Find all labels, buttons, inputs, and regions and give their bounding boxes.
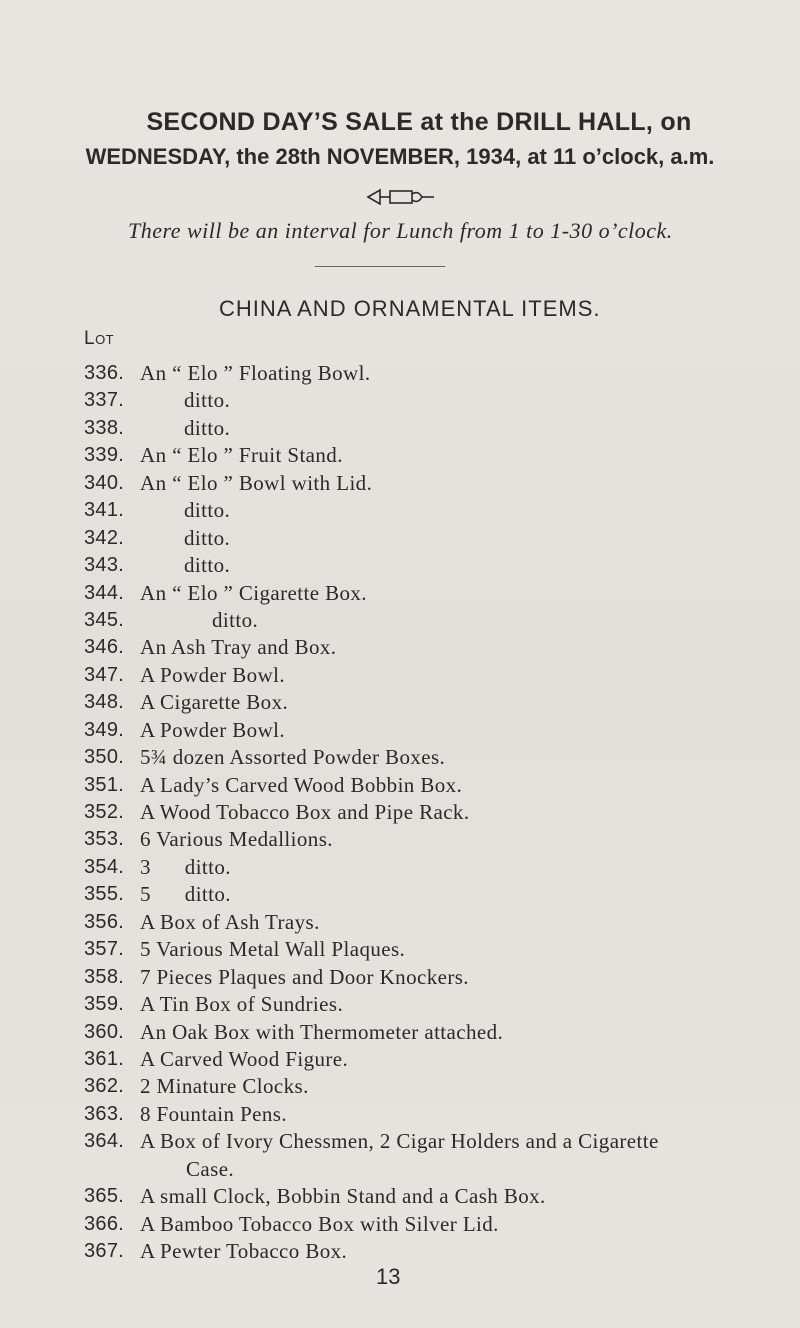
lot-number: 358. [84,965,125,988]
lot-row [0,991,800,1018]
lot-number: 359. [84,993,125,1016]
lot-description: 5 Various Metal Wall Plaques. [140,937,406,962]
lot-description: 5¾ dozen Assorted Powder Boxes. [140,745,446,770]
lot-description: 7 Pieces Plaques and Door Knockers. [140,964,469,989]
lot-row [0,1238,800,1265]
lot-number: 336. [84,362,125,384]
lot-description: A Box of Ivory Chessmen, 2 Cigar Holders and a Cigarette [140,1129,659,1154]
lot-number: 346. [84,636,125,659]
lot-row [0,387,800,414]
lot-number: 341. [84,499,125,522]
lot-row [0,1183,800,1210]
lot-number: 340. [84,471,125,494]
lot-description: 8 Fountain Pens. [140,1101,287,1126]
lot-number: 353. [84,828,125,851]
lot-row [0,909,800,936]
scroll-ornament-icon [366,188,436,206]
lot-row [0,854,800,881]
lot-row [0,662,800,689]
lot-description: An “ Elo ” Bowl with Lid. [140,470,373,495]
lot-row [0,634,800,661]
lot-number: 361. [84,1047,125,1070]
lot-description: An Oak Box with Thermometer attached. [140,1019,504,1044]
lot-description-continued: Case. [186,1156,235,1181]
lot-description: A Box of Ash Trays. [140,909,320,934]
lot-number: 344. [84,581,125,604]
lot-description: An “ Elo ” Floating Bowl. [140,361,371,385]
lot-row [0,964,800,991]
lot-description: A Lady’s Carved Wood Bobbin Box. [140,772,463,797]
lot-row [0,470,800,497]
lot-description: ditto. [184,415,231,440]
lot-number: 366. [84,1212,125,1235]
lot-description: ditto. [184,498,231,523]
lot-description: A Cigarette Box. [140,690,289,715]
lot-description: A Pewter Tobacco Box. [140,1239,348,1264]
lot-number: 348. [84,691,125,714]
lot-number: 365. [84,1185,125,1208]
lot-description: 2 Minature Clocks. [140,1074,309,1099]
lot-number: 367. [84,1240,125,1263]
lot-number: 363. [84,1102,125,1125]
lot-number: 338. [84,416,125,439]
lot-row [0,717,800,744]
lot-description: ditto. [184,388,231,413]
lot-row [0,525,800,552]
lot-number: 347. [84,663,125,686]
lot-number: 364. [84,1130,125,1153]
lot-description: A Bamboo Tobacco Box with Silver Lid. [140,1211,499,1236]
lot-row [0,442,800,469]
lot-description: ditto. [184,553,231,578]
lot-number: 357. [84,938,125,961]
lot-number: 349. [84,718,125,741]
lunch-interval-note: There will be an interval for Lunch from 1 to 1-30 o’clock. [128,218,673,243]
lot-number: 345. [84,608,125,631]
lot-description: 5 ditto. [140,882,231,907]
lot-description: A Powder Bowl. [140,662,286,687]
lot-column-heading: Lot [84,328,115,349]
lot-description: ditto. [212,607,259,632]
lot-number: 342. [84,526,125,549]
page-number: 13 [376,1264,401,1289]
divider-rule [315,266,445,267]
lot-row [0,826,800,853]
lot-number: 351. [84,773,125,796]
lot-row [0,1211,800,1238]
lot-row [0,607,800,634]
lot-number: 343. [84,554,125,577]
sale-date-line: WEDNESDAY, the 28th NOVEMBER, 1934, at 11 o’clock, a.m. [85,144,715,169]
lot-description: ditto. [184,525,231,550]
lot-description: 6 Various Medallions. [140,827,333,852]
lot-row [0,936,800,963]
lot-description: A Powder Bowl. [140,717,286,742]
lot-description: An “ Elo ” Cigarette Box. [140,580,367,605]
lot-row [0,1101,800,1128]
lot-row [0,1046,800,1073]
lot-number: 350. [84,746,125,769]
lot-row [0,1019,800,1046]
lot-number: 356. [84,910,125,933]
lot-row [0,580,800,607]
lot-number: 352. [84,801,125,823]
lot-row [0,744,800,771]
lot-row [0,772,800,799]
lot-number: 354. [84,855,125,878]
lot-row [0,415,800,442]
lot-description: A Tin Box of Sundries. [140,992,344,1017]
lot-number: 360. [84,1020,125,1043]
sale-heading: SECOND DAY’S SALE at the DRILL HALL, on [146,108,692,136]
lot-description: A Wood Tobacco Box and Pipe Rack. [140,800,470,824]
lot-row [0,360,800,387]
lot-row [0,799,800,826]
lot-row [0,552,800,579]
lot-row [0,1128,800,1183]
lot-number: 337. [84,389,125,412]
lot-row [0,689,800,716]
lot-row [0,881,800,908]
lot-description: An “ Elo ” Fruit Stand. [140,443,343,468]
section-title: CHINA AND ORNAMENTAL ITEMS. [219,296,601,321]
lot-description: A Carved Wood Figure. [140,1046,349,1071]
lot-description: 3 ditto. [140,854,231,879]
lot-description: An Ash Tray and Box. [140,635,337,660]
lot-row [0,1073,800,1100]
lot-number: 362. [84,1075,125,1098]
lot-number: 355. [84,883,125,906]
lot-row [0,497,800,524]
lot-number: 339. [84,444,125,467]
lot-description: A small Clock, Bobbin Stand and a Cash Box. [140,1184,546,1209]
lot-list [0,360,800,1265]
